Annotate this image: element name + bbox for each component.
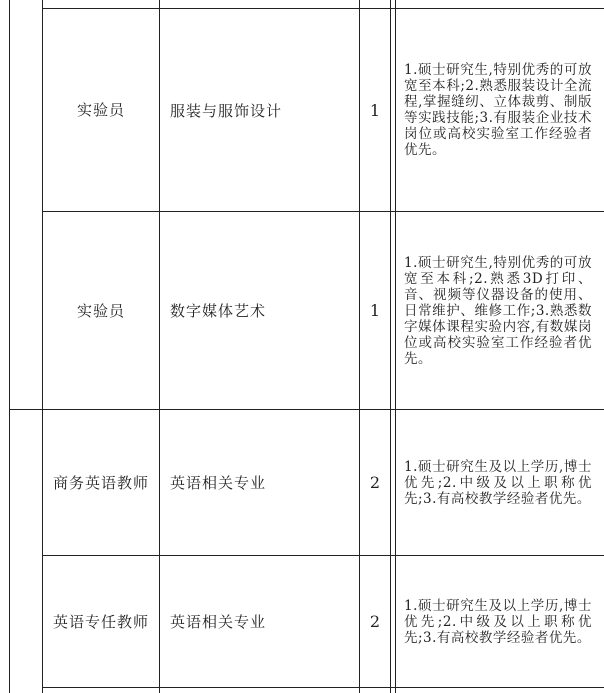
count-cell: [360, 9, 390, 211]
requirements-cell: [396, 212, 600, 409]
table-border-left: [9, 409, 10, 693]
major-cell: [160, 212, 359, 409]
position-cell: [50, 410, 152, 555]
position-text: 实验员: [76, 301, 125, 320]
position-cell: [50, 556, 152, 687]
major-text: 英语相关专业: [170, 474, 267, 492]
major-text: 数字媒体艺术: [170, 302, 267, 320]
requirements-cell: [396, 410, 600, 555]
major-cell: [160, 9, 359, 211]
table-border-left: [9, 0, 10, 409]
requirements-cell: [396, 556, 600, 687]
requirements-text: 1.硕士研究生,特别优秀的可放宽至本科;2.熟悉3D打印、音、视频等仪器设备的使用、日常维护、维修工作;3.熟悉数字媒体课程实验内容,有数媒岗位或高校实验室工作经验者优先。: [404, 254, 592, 367]
requirements-cell: [396, 9, 600, 211]
requirements-text: 1.硕士研究生及以上学历,博士优先;2.中级及以上职称优先;3.有高校教学经验者优先。: [404, 458, 592, 507]
requirements-text: 1.硕士研究生,特别优秀的可放宽至本科;2.熟悉服装设计全流程,掌握缝纫、立体裁剪、制版等实践技能;3.有服装企业技术岗位或高校实验室工作经验者优先。: [404, 62, 592, 158]
count-text: 2: [369, 473, 381, 492]
position-cell: [43, 9, 159, 211]
requirements-text: 1.硕士研究生及以上学历,博士优先;2.中级及以上职称优先;3.有高校教学经验者优先。: [404, 597, 592, 646]
column-divider: [390, 0, 391, 693]
position-cell: [43, 212, 159, 409]
major-text: 英语相关专业: [170, 613, 267, 631]
position-text: 商务英语教师: [52, 473, 149, 492]
position-text: 英语专任教师: [52, 612, 149, 631]
count-cell: [360, 410, 390, 555]
count-text: 2: [369, 612, 381, 631]
row-divider: [42, 687, 604, 688]
major-text: 服装与服饰设计: [170, 101, 283, 120]
count-text: 1: [369, 100, 381, 120]
major-cell: [160, 410, 359, 555]
count-text: 1: [369, 301, 381, 320]
count-cell: [360, 212, 390, 409]
count-cell: [360, 556, 390, 687]
major-cell: [160, 556, 359, 687]
position-text: 实验员: [76, 101, 125, 119]
